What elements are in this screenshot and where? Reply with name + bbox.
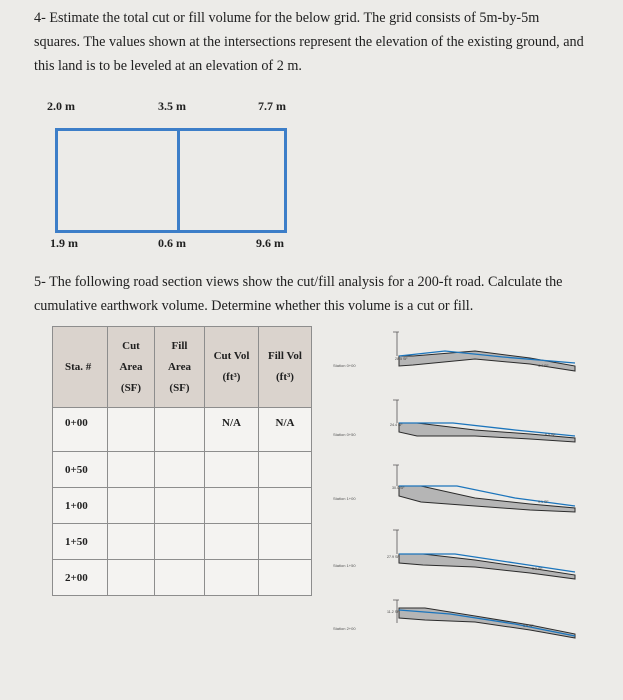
section-marker bbox=[393, 332, 399, 356]
road-section-views bbox=[325, 320, 620, 650]
section-station-label: Station 0+50 bbox=[333, 432, 356, 437]
cut-area-cell[interactable] bbox=[108, 524, 155, 560]
cut-area-label: 27.9 SF bbox=[387, 555, 400, 559]
section-marker bbox=[393, 530, 399, 554]
table-row bbox=[53, 524, 312, 560]
cut-area-label: 11.2 SF bbox=[387, 610, 400, 614]
section-station-label: Station 1+50 bbox=[333, 563, 356, 568]
cut-area-label: 30.0 SF bbox=[392, 486, 405, 490]
fill-area-cell[interactable] bbox=[155, 560, 205, 596]
table-row bbox=[53, 560, 312, 596]
problem-4-line-3: this land is to be leveled at an elevation of 2 m. bbox=[34, 58, 302, 74]
problem-5-line-1: 5- The following road section views show the cut/fill analysis for a 200-ft road. Calculate the bbox=[34, 274, 563, 290]
section-marker bbox=[393, 400, 399, 423]
fill-area-label: 9.1 SF bbox=[538, 500, 549, 504]
section-station-0-00 bbox=[333, 332, 575, 371]
cut-volume-cell: N/A bbox=[205, 408, 259, 452]
fill-area-cell[interactable] bbox=[155, 524, 205, 560]
grid-top-middle-elevation: 3.5 m bbox=[158, 99, 186, 113]
fill-volume-cell[interactable] bbox=[259, 560, 312, 596]
header-cut-area: Cut Area (SF) bbox=[108, 327, 155, 408]
cut-volume-cell[interactable] bbox=[205, 452, 259, 488]
table-header-row bbox=[53, 327, 312, 408]
grid-top-left-elevation: 2.0 m bbox=[47, 99, 75, 113]
grid-bottom-middle-elevation: 0.6 m bbox=[158, 236, 186, 250]
fill-volume-cell[interactable] bbox=[259, 488, 312, 524]
problem-5-text bbox=[34, 270, 614, 318]
cut-area-cell[interactable] bbox=[108, 408, 155, 452]
cut-volume-cell[interactable] bbox=[205, 488, 259, 524]
section-station-label: Station 0+00 bbox=[333, 363, 356, 368]
grid-bottom-right-elevation: 9.6 m bbox=[256, 236, 284, 250]
fill-area-cell[interactable] bbox=[155, 452, 205, 488]
grid-square-right bbox=[177, 128, 287, 233]
problem-4-line-2: squares. The values shown at the intersections represent the elevation of the existing ground, and bbox=[34, 34, 584, 50]
fill-area-cell[interactable] bbox=[155, 488, 205, 524]
fill-volume-cell: N/A bbox=[259, 408, 312, 452]
fill-area-label: 4.4 SF bbox=[538, 364, 549, 368]
section-station-label: Station 1+00 bbox=[333, 496, 356, 501]
grid-square-left bbox=[55, 128, 180, 233]
problem-4-text bbox=[34, 6, 614, 78]
header-fill-area: Fill Area (SF) bbox=[155, 327, 205, 408]
table-row bbox=[53, 452, 312, 488]
fill-area-label: 6.5 SF bbox=[545, 433, 556, 437]
section-station-2-00 bbox=[333, 600, 575, 638]
section-station-label: Station 2+00 bbox=[333, 626, 356, 631]
table-row bbox=[53, 408, 312, 452]
header-fill-volume: Fill Vol (ft³) bbox=[259, 327, 312, 408]
cut-volume-cell[interactable] bbox=[205, 524, 259, 560]
section-marker bbox=[393, 465, 399, 486]
fill-area-cell[interactable] bbox=[155, 408, 205, 452]
cut-area-label: 28.5 SF bbox=[395, 357, 408, 361]
fill-volume-cell[interactable] bbox=[259, 524, 312, 560]
cut-area-cell[interactable] bbox=[108, 560, 155, 596]
station-cell: 2+00 bbox=[53, 560, 108, 596]
station-cell: 1+50 bbox=[53, 524, 108, 560]
problem-5-line-2: cumulative earthwork volume. Determine whether this volume is a cut or fill. bbox=[34, 298, 474, 314]
grid-bottom-left-elevation: 1.9 m bbox=[50, 236, 78, 250]
earthwork-table bbox=[52, 326, 312, 596]
cut-area-cell[interactable] bbox=[108, 488, 155, 524]
section-station-0-50 bbox=[333, 400, 575, 442]
section-station-1-00 bbox=[333, 465, 575, 512]
grid-top-right-elevation: 7.7 m bbox=[258, 99, 286, 113]
station-cell: 1+00 bbox=[53, 488, 108, 524]
section-profile bbox=[399, 486, 575, 512]
table-row bbox=[53, 488, 312, 524]
header-cut-volume: Cut Vol (ft³) bbox=[205, 327, 259, 408]
station-cell: 0+00 bbox=[53, 408, 108, 452]
header-station: Sta. # bbox=[53, 327, 108, 408]
station-cell: 0+50 bbox=[53, 452, 108, 488]
problem-4-line-1: 4- Estimate the total cut or fill volume for the below grid. The grid consists of 5m-by-5m bbox=[34, 10, 540, 26]
cut-volume-cell[interactable] bbox=[205, 560, 259, 596]
section-profile bbox=[399, 554, 575, 579]
cut-area-cell[interactable] bbox=[108, 452, 155, 488]
cut-area-label: 24.4 SF bbox=[390, 423, 403, 427]
section-station-1-50 bbox=[333, 530, 575, 579]
fill-area-label: 1.9 SF bbox=[523, 624, 534, 628]
fill-volume-cell[interactable] bbox=[259, 452, 312, 488]
fill-area-label: 3.3 SF bbox=[532, 567, 543, 571]
